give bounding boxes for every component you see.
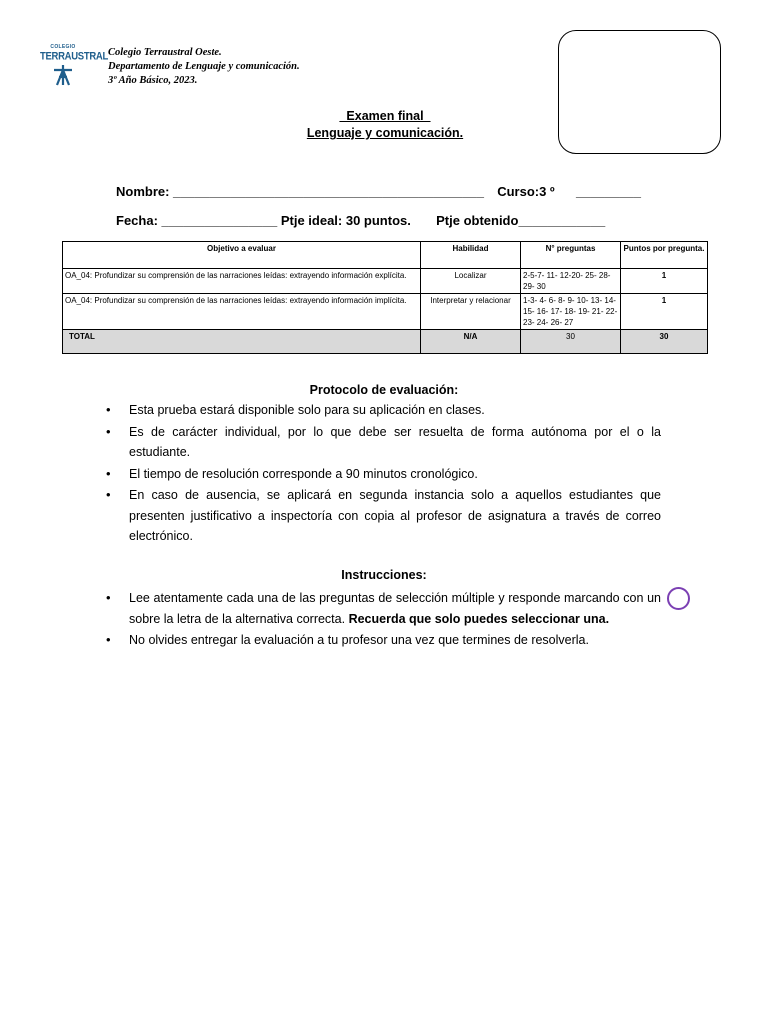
list-item <box>106 422 661 463</box>
bullet-icon: • <box>106 402 111 417</box>
tower-icon <box>51 64 75 86</box>
score-box <box>558 30 721 154</box>
protocol-title: Protocolo de evaluación: <box>309 383 459 397</box>
table-row <box>63 269 708 294</box>
curso-blank: _________ <box>575 184 642 199</box>
bullet-icon: • <box>106 465 111 481</box>
list-item <box>106 400 661 421</box>
instructions-list <box>106 588 661 652</box>
ptje-obtenido: Ptje obtenido____________ <box>436 213 606 228</box>
bullet-icon: • <box>106 632 111 647</box>
school-logo <box>40 44 108 94</box>
school-name: Colegio Terraustral Oeste. <box>108 47 222 58</box>
school-header <box>108 46 300 88</box>
objectives-table <box>62 241 708 354</box>
date-row <box>116 213 605 228</box>
list-item <box>106 630 661 651</box>
exam-title-line1: _Examen final_ <box>339 109 431 123</box>
table-total-row <box>63 330 708 354</box>
list-item-bold-text: Recuerda que solo puedes seleccionar una. <box>348 611 610 626</box>
exam-title <box>260 108 510 142</box>
bullet-icon: • <box>106 487 111 502</box>
instructions-title: Instrucciones: <box>341 568 427 582</box>
cell-habilidad: Interpretar y relacionar <box>421 294 521 330</box>
table-row <box>63 294 708 330</box>
list-item <box>106 485 661 547</box>
header-puntos: Puntos por pregunta. <box>621 242 708 269</box>
logo-name: TERRAUSTRAL <box>40 50 108 63</box>
list-item-text: No olvides entregar la evaluación a tu profesor una vez que termines de resolverla. <box>129 633 589 647</box>
total-habilidad: N/A <box>421 330 521 354</box>
list-item-text: Esta prueba estará disponible solo para su aplicación en clases. <box>129 403 485 417</box>
list-item <box>106 588 661 629</box>
list-item-text: El tiempo de resolución corresponde a 90 minutos cronológico. <box>129 466 478 481</box>
circle-icon <box>667 587 690 610</box>
exam-title-line2: Lenguaje y comunicación. <box>306 126 464 140</box>
logo-top-text: COLEGIO <box>50 44 76 50</box>
cell-habilidad: Localizar <box>421 269 521 294</box>
list-item <box>106 464 661 485</box>
header-preguntas: N° preguntas <box>521 242 621 269</box>
curso-field: Curso:3 º <box>497 184 555 199</box>
total-preguntas: 30 <box>521 330 621 354</box>
list-item-text: Lee atentamente cada una de las preguntas de selección múltiple y responde marcando con un sobre la letra de la alternativa correcta. <box>129 591 661 626</box>
header-objetivo: Objetivo a evaluar <box>63 242 421 269</box>
nombre-field: Nombre: ___________________________________________ <box>116 184 484 199</box>
ptje-ideal: Ptje ideal: 30 puntos. <box>280 213 411 228</box>
bullet-icon: • <box>106 423 111 439</box>
header-habilidad: Habilidad <box>421 242 521 269</box>
cell-puntos: 1 <box>621 269 708 294</box>
department-name: Departamento de Lenguaje y comunicación. <box>108 61 300 72</box>
list-item-text: Es de carácter individual, por lo que debe ser resuelta de forma autónoma por el o la estudiante. <box>129 424 661 459</box>
list-item-text: En caso de ausencia, se aplicará en segunda instancia solo a aquellos estudiantes que presenten justificativo a inspectoría con copia al profesor de asignatura a través de correo electrónico. <box>129 488 661 543</box>
cell-preguntas: 1-3- 4- 6- 8- 9- 10- 13- 14- 15- 16- 17- 18- 19- 21- 22- 23- 24- 26- 27 <box>521 294 621 330</box>
bullet-icon: • <box>106 590 111 605</box>
cell-objetivo: OA_04: Profundizar su comprensión de las narraciones leídas: extrayendo información explícita. <box>63 269 421 294</box>
table-header-row <box>63 242 708 269</box>
name-row <box>116 184 641 199</box>
total-puntos: 30 <box>621 330 708 354</box>
total-label: TOTAL <box>63 330 421 354</box>
cell-objetivo: OA_04: Profundizar su comprensión de las narraciones leídas: extrayendo información implícita. <box>63 294 421 330</box>
cell-preguntas: 2-5-7- 11- 12-20- 25- 28- 29- 30 <box>521 269 621 294</box>
grade-year: 3º Año Básico, 2023. <box>108 75 198 86</box>
cell-puntos: 1 <box>621 294 708 330</box>
protocol-list <box>106 400 661 548</box>
fecha-field: Fecha: ________________ <box>116 213 278 228</box>
